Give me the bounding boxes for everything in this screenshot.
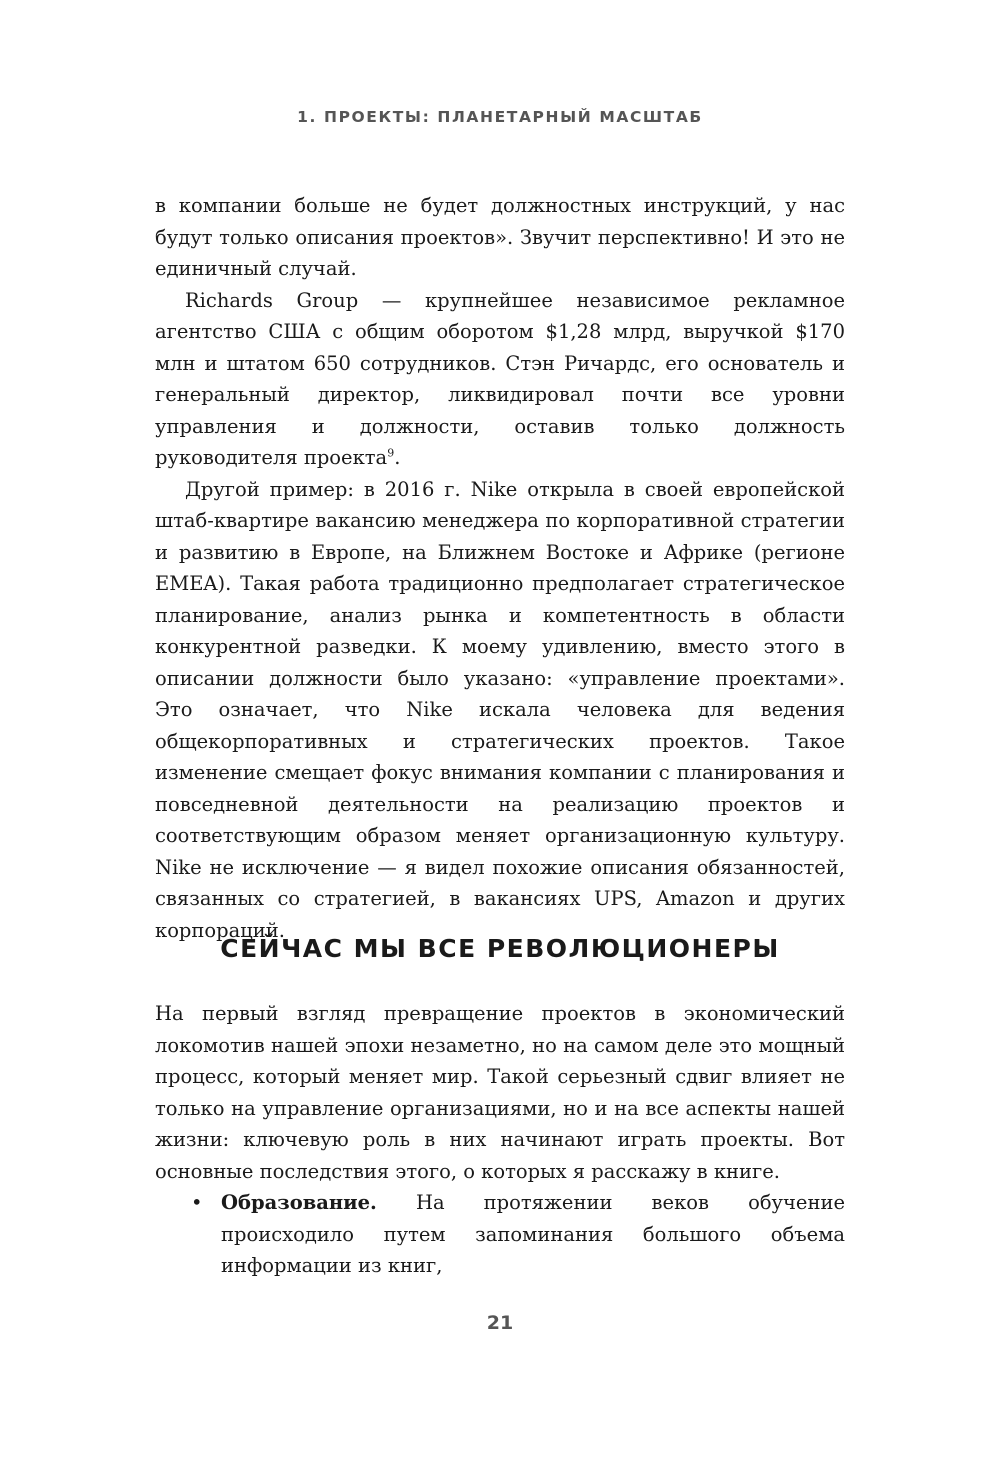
section-heading: СЕЙЧАС МЫ ВСЕ РЕВОЛЮЦИОНЕРЫ [220, 934, 780, 963]
bullet-icon: • [191, 1191, 203, 1214]
consequences-list [155, 1187, 845, 1282]
paragraph-continuation [155, 190, 845, 285]
paragraph-nike-example [155, 474, 845, 947]
paragraph-tail: . [394, 446, 401, 469]
footnote-marker[interactable]: 9 [387, 446, 395, 460]
paragraph-text: в компании больше не будет должностных инструкций, у нас будут только описания проектов». Звучит перспективно! И это не единичный случай. [155, 194, 845, 280]
paragraph-text: Другой пример: в 2016 г. Nike открыла в своей европейской штаб-квартире вакансию менеджера по корпоративной стратегии и развитию в Европе, на Ближнем Востоке и Африке (регионе EMEA). Такая работа традиционно предполагает стратегическое планирование, анализ рынка и компетентность в области конкурентной разведки. К моему удивлению, вместо этого в описании должности было указано: «управление проектами». Это означает, что Nike искала человека для ведения общекорпоративных и стратегических проектов. Такое изменение смещает фокус внимания компании с планирования и повседневной деятельности на реализацию проектов и соответствующим образом меняет организационную культуру. Nike не исключение — я видел похожие описания обязанностей, связанных со стратегией, в вакансиях UPS, Amazon и других корпораций. [155, 477, 845, 942]
paragraph-text: Richards Group — крупнейшее независимое рекламное агентство США с общим оборотом $1,28 млрд, выручкой $170 млн и штатом 650 сотрудников. Стэн Ричардс, его основатель и генеральный директор, ликвидировал почти все уровни управления и должности, оставив только должность руководителя проекта [155, 288, 845, 469]
body-text-top [155, 190, 845, 946]
bullet-lead-term: Образование. [221, 1191, 377, 1214]
body-text-bottom [155, 998, 845, 1282]
list-item-education [155, 1187, 845, 1282]
page-number: 21 [486, 1312, 514, 1334]
paragraph-richards-group [155, 285, 845, 474]
running-header: 1. ПРОЕКТЫ: ПЛАНЕТАРНЫЙ МАСШТАБ [297, 108, 703, 126]
bullet-text: На протяжении веков обучение происходило путем запоминания большого объема информации из книг, [221, 1191, 845, 1277]
paragraph-intro: На первый взгляд превращение проектов в экономический локомотив нашей эпохи незаметно, но на самом деле это мощный процесс, который меняет мир. Такой серьезный сдвиг влияет не только на управление организациями, но и на все аспекты нашей жизни: ключевую роль в них начинают играть проекты. Вот основные последствия этого, о которых я расскажу в книге. [155, 1002, 845, 1183]
